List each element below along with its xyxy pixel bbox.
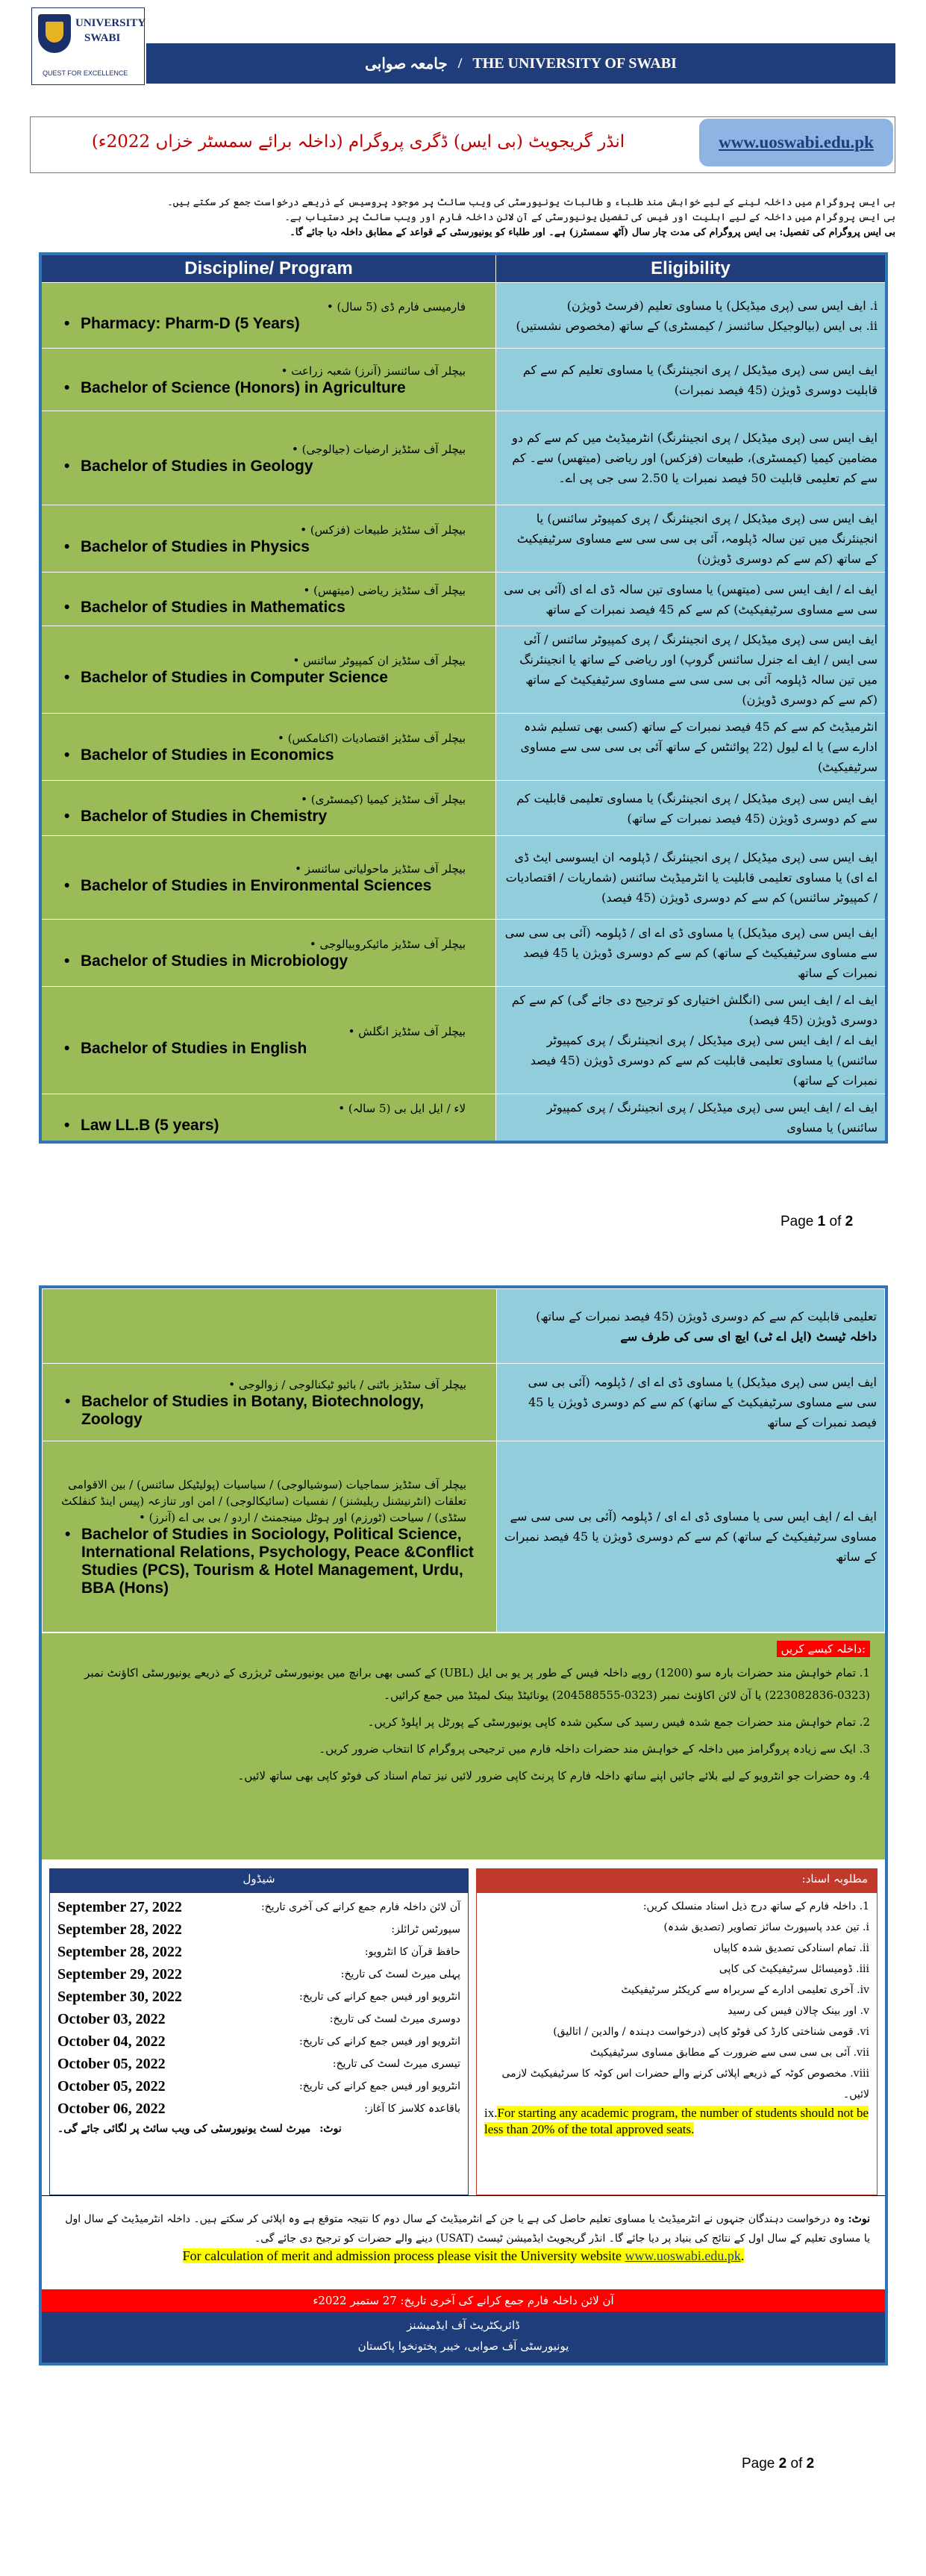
document-item: vii. آئی بی سی سی سے ضرورت کے مطابق مساوی سرٹیفیکیٹ <box>589 2047 869 2059</box>
program-cell <box>40 626 496 714</box>
document-item: v. اور بینک چالان فیس کی رسید <box>728 2005 869 2017</box>
program-english: • Bachelor of Studies in English <box>49 1040 488 1058</box>
schedule-row <box>57 2030 460 2053</box>
program-cell <box>40 836 496 920</box>
schedule-header: شیڈول <box>50 1869 468 1893</box>
document-item: viii. مخصوص کوٹہ کے ذریعے اپلائی کرنے والے حضرات اس کوٹہ کا سرٹیفیکیٹ لازمی لائیں۔ <box>501 2068 869 2101</box>
documents-title: 1. داخلہ فارم کے ساتھ درج ذیل اسناد منسلک کریں: <box>642 1900 869 1912</box>
program-cell <box>43 1441 497 1632</box>
program-english: • Bachelor of Studies in Chemistry <box>49 808 488 826</box>
program-row <box>40 411 886 505</box>
schedule-panel <box>49 1868 469 2195</box>
page-number-1: Page 1 of 2 <box>780 1214 854 1229</box>
program-english: • Bachelor of Studies in Sociology, Political Science, International Relations, Psychology, Peace &Conflict Studies (PCS), Tourism & Hotel Management, Urdu, BBA (Hons) <box>50 1526 489 1597</box>
program-urdu: بیچلر آف سٹڈیز ارضیات (جیالوجی) • <box>49 441 488 458</box>
program-row <box>40 626 886 714</box>
schedule-list <box>50 1893 468 2123</box>
schedule-date: October 05, 2022 <box>57 2055 166 2072</box>
program-urdu: بیچلر آف سٹڈیز کیمیا (کیمسٹری) • <box>49 791 488 808</box>
program-cell <box>40 349 496 411</box>
program-cell <box>40 714 496 781</box>
program-table-continued <box>42 1288 885 1632</box>
website-link[interactable]: www.uoswabi.edu.pk <box>719 133 874 152</box>
program-english: • Bachelor of Studies in Microbiology <box>49 952 488 970</box>
intro-line-2: بی ایس پروگرام میں داخلہ کے لیے اہلیت اور فیس کی تفصیل یونیورسٹی کے آن لائن داخلہ فارم اور ویب سائٹ پر دستیاب ہے۔ <box>284 212 895 223</box>
program-urdu: بیچلر آف سٹڈیز طبیعات (فزکس) • <box>49 522 488 538</box>
col-header-eligibility: Eligibility <box>496 254 887 283</box>
schedule-label: آن لائن داخلہ فارم جمع کرانے کی آخری تاریخ: <box>260 1901 460 1913</box>
program-urdu: بیچلر آف سٹڈیز مائیکروبیالوجی • <box>49 936 488 952</box>
crest-icon <box>38 14 71 53</box>
apply-step: 4. وہ حضرات جو انٹرویو کے لیے بلائے جائیں اپنے ساتھ داخلہ فارم کا پرنٹ کاپی ضرور لائیں نیز تمام اسناد کی فوٹو کاپی بھی ساتھ لائیں۔ <box>237 1769 870 1783</box>
documents-header: مطلوبہ اسناد: <box>477 1869 877 1893</box>
program-english: • Bachelor of Studies in Computer Science <box>49 669 488 687</box>
document-item: vi. قومی شناختی کارڈ کی فوٹو کاپی (درخواست دہندہ / والدین / اتالیق) <box>553 2026 869 2038</box>
eligibility-cell: ایف ایس سی (پری میڈیکل / پری انجینئرنگ / ڈپلومہ ان ایسوسی ایٹ ڈی اے ای) یا مساوی تعلیمی قابلیت یا انٹرمیڈیٹ سائنس (شماریات / اقتصادیات / کمپیوٹر سائنس) کم سے کم دوسری ڈویژن (45 فیصد) <box>496 836 887 920</box>
program-cell <box>40 781 496 836</box>
apply-step: 3. ایک سے زیادہ پروگرامز میں داخلہ کے خواہش مند حضرات داخلہ فارم میں ترجیحی پروگرام کا انتخاب ضرور کریں۔ <box>319 1742 870 1756</box>
eligibility-cell: i. ایف ایس سی (پری میڈیکل) یا مساوی تعلیم (فرسٹ ڈویژن) ii. بی ایس (بیالوجیکل سائنسز / کیمسٹری) کے ساتھ (مخصوص نشستیں) <box>496 283 887 349</box>
logo-text-swabi: SWABI <box>84 32 121 44</box>
intro-line-3: بی ایس پروگرام کی تفصیل: بی ایس پروگرام کی مدت چار سال (آٹھ سمسٹرز) ہے۔ اور طلباء کو یونیورسٹی کے قواعد کے مطابق داخلہ دیا جائے گا۔ <box>290 227 895 238</box>
schedule-date: October 03, 2022 <box>57 2010 166 2027</box>
schedule-row <box>57 1986 460 2008</box>
schedule-date: October 04, 2022 <box>57 2033 166 2050</box>
schedule-row <box>57 2053 460 2075</box>
banner-urdu: جامعہ صوابی <box>365 55 448 72</box>
merit-note: For calculation of merit and admission process please visit the University website www.uoswabi.edu.pk. <box>182 2248 745 2263</box>
eligibility-cell: ایف ایس سی (پری میڈیکل / پری انجینئرنگ / پری کمپیوٹر سائنس) یا انجینئرنگ میں تین سالہ ڈپلومہ، آئی بی سی سی سے مساوی سرٹیفیکیٹ کے ساتھ (کم سے کم دوسری ڈویژن) <box>496 505 887 573</box>
schedule-row <box>57 1963 460 1986</box>
schedule-note: نوٹ: میرٹ لسٹ یونیورسٹی کی ویب سائٹ پر لگائی جائے گی۔ <box>57 2123 342 2135</box>
program-urdu: بیچلر آف سٹڈیز انگلش • <box>49 1023 488 1040</box>
program-row <box>43 1364 885 1441</box>
program-urdu: بیچلر آف سٹڈیز اقتصادیات (اکنامکس) • <box>49 730 488 746</box>
schedule-date: September 28, 2022 <box>57 1921 182 1938</box>
university-logo <box>31 7 145 85</box>
documents-list <box>484 1917 869 2105</box>
eligibility-cell: ایف ایس سی (پری میڈیکل / پری انجینئرنگ) یا مساوی تعلیم کم سے کم قابلیت دوسری ڈویژن (45 فیصد نمبرات) <box>496 349 887 411</box>
document-item: i. تین عدد پاسپورٹ سائز تصاویر (تصدیق شدہ) <box>663 1921 869 1933</box>
eligibility-cell: ایف ایس سی (پری میڈیکل / پری انجینئرنگ / پری کمپیوٹر سائنس / آئی سی ایس / ایف اے جنرل سائنس گروپ) اور ریاضی کے ساتھ یا انجینئرنگ میں تین سالہ ڈپلومہ آئی بی سی سی سے مساوی سرٹیفیکیٹ کے ساتھ (کم سے کم دوسری ڈویژن) <box>496 626 887 714</box>
schedule-row <box>57 1941 460 1963</box>
how-to-apply-label: داخلہ کیسے کریں: <box>777 1641 870 1657</box>
intro-line-1: بی ایس پروگرام میں داخلہ لینے کے لیے خواہش مند طلباء و طالبات یونیورسٹی کی ویب سائٹ پر موجود پروسیس کے ذریعے درخواست جمع کر سکتے ہیں۔ <box>167 197 895 208</box>
program-english: • Bachelor of Studies in Environmental Sciences <box>49 877 488 895</box>
website-badge <box>699 119 893 166</box>
apply-step: 1. تمام خواہش مند حضرات بارہ سو (1200) روپے داخلہ فیس کے طور پر یو بی ایل (UBL) کے کسی بھی برانچ میں یونیورسٹی ٹریژری کے ذریعے یونیورسٹی اکاؤنٹ نمبر (0323-223082836) یا آن لائن اکاؤنٹ نمبر (0323-204588555) یونائیٹڈ بینک لمیٹڈ میں جمع کرائیں۔ <box>84 1666 870 1702</box>
program-row <box>43 1441 885 1632</box>
schedule-row <box>57 1918 460 1941</box>
schedule-date: October 06, 2022 <box>57 2100 166 2117</box>
program-english: • Law LL.B (5 years) <box>49 1117 488 1135</box>
logo-text-university: UNIVERSITY <box>75 17 146 29</box>
schedule-date: September 29, 2022 <box>57 1965 182 1983</box>
program-cell-empty <box>43 1289 497 1364</box>
intro-text <box>30 196 895 240</box>
program-english: • Bachelor of Studies in Mathematics <box>49 599 488 617</box>
program-urdu: بیچلر آف سٹڈیز ماحولیاتی سائنسز • <box>49 861 488 877</box>
program-cell <box>40 920 496 987</box>
schedule-row <box>57 1896 460 1918</box>
schedule-label: پہلی میرٹ لسٹ کی تاریخ: <box>340 1968 460 1980</box>
program-english: • Bachelor of Science (Honors) in Agriculture <box>49 379 488 397</box>
how-to-apply-box <box>42 1632 885 1859</box>
signer-title: ڈائریکٹریٹ آف ایڈمیشنز <box>407 2318 520 2332</box>
program-urdu: بیچلر آف سائنسز (آنرز) شعبہ زراعت • <box>49 363 488 379</box>
col-header-program: Discipline/ Program <box>40 254 496 283</box>
program-urdu: لاء / ایل ایل بی (5 سالہ) • <box>49 1100 488 1117</box>
program-cell <box>40 1094 496 1143</box>
schedule-date: September 30, 2022 <box>57 1988 182 2005</box>
program-cell <box>43 1364 497 1441</box>
program-row <box>40 836 886 920</box>
program-english: • Bachelor of Studies in Physics <box>49 538 488 556</box>
program-english: • Bachelor of Studies in Botany, Biotechnology, Zoology <box>50 1393 489 1429</box>
program-urdu: فارمیسی فارم ڈی (5 سال) • <box>49 299 488 315</box>
program-cell <box>40 505 496 573</box>
schedule-label: دوسری میرٹ لسٹ کی تاریخ: <box>329 2013 460 2025</box>
merit-website-link[interactable]: www.uoswabi.edu.pk <box>625 2248 741 2263</box>
eligibility-cell: ایف ایس سی (پری میڈیکل / پری انجینئرنگ) انٹرمیڈیٹ میں کم سے کم دو مضامین کیمیا (کیمسٹری)، طبیعات (فزکس) اور ریاضی (میتھس) سے۔ کم سے کم تعلیمی قابلیت 50 فیصد نمبرات یا 2.50 سی جی پی اے۔ <box>496 411 887 505</box>
schedule-date: October 05, 2022 <box>57 2077 166 2095</box>
documents-panel <box>476 1868 877 2195</box>
header-banner <box>146 43 895 84</box>
program-english: • Pharmacy: Pharm-D (5 Years) <box>49 315 488 333</box>
schedule-date: September 27, 2022 <box>57 1898 182 1915</box>
program-row <box>40 349 886 411</box>
eligibility-cell: ایف ایس سی (پری میڈیکل) یا مساوی ڈی اے ای / ڈپلومہ (آئی بی سی سی سے مساوی سرٹیفیکیٹ کے ساتھ) کم سے کم دوسری ڈویژن یا 45 فیصد نمبرات کے ساتھ <box>496 920 887 987</box>
schedule-row <box>57 2098 460 2120</box>
apply-steps <box>57 1662 870 1787</box>
page-2-section <box>39 1285 888 2366</box>
document-item: ii. تمام اسنادکی تصدیق شدہ کاپیاں <box>713 1942 869 1954</box>
banner-english: THE UNIVERSITY OF SWABI <box>472 54 677 72</box>
schedule-label: سپورٹس ٹرائلز: <box>391 1924 460 1936</box>
page-title: انڈر گریجویٹ (بی ایس) ڈگری پروگرام (داخلہ برائے سمسٹر خزاں 2022ء) <box>91 132 625 152</box>
eligibility-cell-continued: تعلیمی قابلیت کم سے کم دوسری ڈویژن (45 فیصد نمبرات کے ساتھ) داخلہ ٹیسٹ (ایل اے ٹی) ایچ ای سی کی طرف سے <box>497 1289 885 1364</box>
program-urdu: بیچلر آف سٹڈیز ان کمپیوٹر سائنس • <box>49 652 488 669</box>
program-row <box>40 714 886 781</box>
logo-tagline: QUEST FOR EXCELLENCE <box>43 69 128 77</box>
schedule-label: انٹرویو اور فیس جمع کرانے کی تاریخ: <box>299 2036 460 2048</box>
program-cell <box>40 411 496 505</box>
eligibility-cell: انٹرمیڈیٹ کم سے کم 45 فیصد نمبرات کے ساتھ (کسی بھی تسلیم شدہ ادارے سے) یا اے لیول (22 پوائنٹس کے ساتھ آئی بی سی سی سے مساوی سرٹیفیکیٹ) <box>496 714 887 781</box>
eligibility-cell: ایف اے / ایف ایس سی (انگلش اختیاری کو ترجیح دی جائے گی) کم سے کم دوسری ڈویژن (45 فیصد) ایف اے / ایف ایس سی (پری میڈیکل / پری انجینئرنگ / پری کمپیوٹر سائنس) یا مساوی تعلیمی قابلیت کم سے کم دوسری ڈویژن (45 فیصد نمبرات کے ساتھ) <box>496 987 887 1094</box>
program-row <box>40 505 886 573</box>
eligibility-cell: ایف ایس سی (پری میڈیکل) یا مساوی ڈی اے ای / ڈپلومہ (آئی بی سی سی سے مساوی سرٹیفیکیٹ کے ساتھ) کم سے کم دوسری ڈویژن یا 45 فیصد نمبرات کے ساتھ <box>497 1364 885 1441</box>
bottom-note: نوٹ: وہ درخواست دہندگان جنہوں نے انٹرمیڈیٹ یا مساوی تعلیم حاصل کی ہے یا جن کے انٹرمیڈیٹ کے سال دوم کا نتیجہ متوقع ہے وہ اپلائی کر سکتے ہیں۔ داخلہ انٹرمیڈیٹ کے سال اول یا مساوی تعلیم کے سال اول کے نتائج کی بنیاد پر دیا جائے گا۔ انڈر گریجویٹ ایڈمیشن ٹیسٹ (USAT) دینے والے حضرات کو ترجیح دی جائے گی۔ For calculation of merit and admission process please visit the University website www.uoswabi.edu.pk. <box>42 2195 885 2289</box>
program-urdu: بیچلر آف سٹڈیز سماجیات (سوشیالوجی) / سیاسیات (پولیٹیکل سائنس) / بین الاقوامی تعلقات (انٹرنیشنل ریلیشنز) / نفسیات (سائیکالوجی) / امن اور تنازعہ (پیس اینڈ کنفلکٹ سٹڈی) / سیاحت (ٹورزم) اور ہوٹل مینجمنٹ / اردو / بی بی اے (آنرز) • <box>50 1476 489 1526</box>
program-cell <box>40 987 496 1094</box>
eligibility-cell: ایف ایس سی (پری میڈیکل / پری انجینئرنگ) یا مساوی تعلیمی قابلیت کم سے کم دوسری ڈویژن (45 فیصد نمبرات کے ساتھ) <box>496 781 887 836</box>
schedule-label: انٹرویو اور فیس جمع کرانے کی تاریخ: <box>299 1991 460 2003</box>
schedule-label: حافظ قرآن کا انٹرویو: <box>364 1946 460 1958</box>
schedule-row <box>57 2075 460 2098</box>
program-row <box>40 987 886 1094</box>
eligibility-cell: ایف اے / ایف ایس سی (پری میڈیکل / پری انجینئرنگ / پری کمپیوٹر سائنس) یا مساوی <box>496 1094 887 1143</box>
program-table <box>39 252 888 1144</box>
page-number-2: Page 2 of 2 <box>742 2456 815 2471</box>
program-english: • Bachelor of Studies in Geology <box>49 458 488 475</box>
schedule-row <box>57 2008 460 2030</box>
program-row <box>40 781 886 836</box>
document-item: iii. ڈومیسائل سرٹیفیکیٹ کی کاپی <box>719 1963 869 1975</box>
eligibility-cell: ایف اے / ایف ایس سی یا مساوی ڈی اے ای / ڈپلومہ (آئی بی سی سی سے مساوی سرٹیفیکیٹ کے ساتھ) کم سے کم دوسری ڈویژن یا 45 فیصد نمبرات کے ساتھ <box>497 1441 885 1632</box>
eligibility-cell: ایف اے / ایف ایس سی (میتھس) یا مساوی تین سالہ ڈی اے ای (آئی بی سی سی سے مساوی سرٹیفیکیٹ) کم سے کم 45 فیصد نمبرات کے ساتھ <box>496 573 887 626</box>
deadline-bar: آن لائن داخلہ فارم جمع کرانے کی آخری تاریخ: 27 ستمبر 2022ء <box>42 2289 885 2312</box>
schedule-label: تیسری میرٹ لسٹ کی تاریخ: <box>332 2058 460 2070</box>
docs-schedule-row <box>42 1859 885 2195</box>
title-box <box>30 116 895 173</box>
signer-address: یونیورسٹی آف صوابی، خیبر پختونخوا پاکستان <box>357 2339 569 2353</box>
program-row <box>40 920 886 987</box>
program-cell <box>40 283 496 349</box>
program-row <box>40 573 886 626</box>
signature-block <box>42 2312 885 2363</box>
schedule-label: باقاعدہ کلاسز کا آغاز: <box>364 2103 460 2115</box>
schedule-date: September 28, 2022 <box>57 1943 182 1960</box>
program-row <box>40 1094 886 1143</box>
note-ix: ix.For starting any academic program, the number of students should not be less than 20% of the total approved seats. <box>484 2106 869 2136</box>
program-row <box>40 283 886 349</box>
banner-separator: / <box>457 54 463 72</box>
program-urdu: بیچلر آف سٹڈیز ریاضی (میتھس) • <box>49 582 488 599</box>
program-urdu: بیچلر آف سٹڈیز باٹنی / بائیو ٹیکنالوجی / زوالوجی • <box>50 1376 489 1393</box>
program-cell <box>40 573 496 626</box>
program-english: • Bachelor of Studies in Economics <box>49 746 488 764</box>
schedule-label: انٹرویو اور فیس جمع کرانے کی تاریخ: <box>299 2080 460 2092</box>
document-item: iv. آخری تعلیمی ادارے کے سربراہ سے کریکٹر سرٹیفیکیٹ <box>621 1984 869 1996</box>
apply-step: 2. تمام خواہش مند حضرات جمع شدہ فیس رسید کی سکین شدہ کاپی یونیورسٹی کے پورٹل پر اپلوڈ کریں۔ <box>367 1715 870 1729</box>
